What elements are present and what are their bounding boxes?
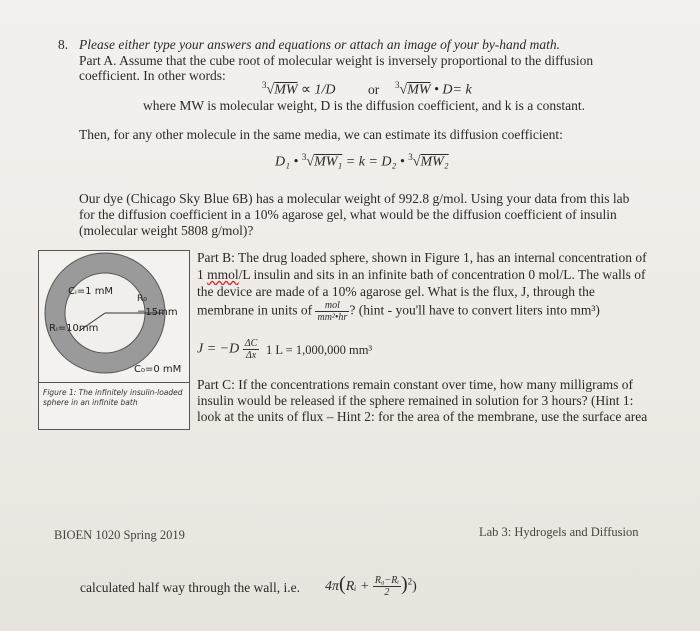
proportional-symbol: ∝ <box>301 82 312 98</box>
caption-divider <box>39 382 189 383</box>
question-number: 8. <box>58 37 69 52</box>
part-a-intro-line2: coefficient. In other words: <box>79 68 226 83</box>
figure-caption: Figure 1: The infinitely insulin-loaded sphere in an infinite bath <box>43 388 183 407</box>
then-line: Then, for any other molecule in the same media, we can estimate its diffusion coefficient: <box>79 127 563 142</box>
equation-proportionality: $^3$√MW ∝ 1/D <box>262 80 336 98</box>
part-b-line2: 1 mmol/L insulin and sits in an infinite bath of concentration 0 mol/L. The walls of <box>197 267 646 282</box>
continuation-text: calculated half way through the wall, i.e. <box>80 580 301 595</box>
liter-conversion: 1 L = 1,000,000 mm³ <box>266 343 373 357</box>
equation-constant: $^3$√MW • D= k <box>395 80 472 98</box>
where-line: where MW is molecular weight, D is the diffusion coefficient, and k is a constant. <box>143 98 586 113</box>
part-b-line4: membrane in units of $\frac{\text{mol}}{\text{mm²•hr}}$ ? (hint - you'll have to convert liters into mm³) <box>197 300 600 323</box>
ro-label: R₀ <box>137 294 147 304</box>
flux-units-fraction: $\frac{\text{mol}}{\text{mm²•hr}}$ <box>317 300 348 323</box>
surface-area-formula: 4π(Rᵢ + $\frac{\text{R₀−Rᵢ}}{2}$ )$^2$) <box>325 573 417 599</box>
figure-1 <box>38 250 190 430</box>
co-label: C₀=0 mM <box>134 364 182 375</box>
part-c-line2: insulin would be released if the sphere remained in solution for 3 hours? (Hint 1: <box>197 393 634 408</box>
footer-course: BIOEN 1020 Spring 2019 <box>54 528 185 542</box>
part-b-line3: the device are made of a 10% agarose gel. What is the flux, J, through the <box>197 284 595 299</box>
part-c-line3: look at the units of flux – Hint 2: for the area of the membrane, use the surface area <box>197 409 648 424</box>
equation-diffusion-ratio: D₁ • $^3$√MW₁ = k = D₂ • $^3$√MW₂ <box>275 152 449 170</box>
ci-label: Cᵢ=1 mM <box>68 286 114 297</box>
dye-line2: for the diffusion coefficient in a 10% agarose gel, what would be the diffusion coefficient of insulin <box>79 207 617 222</box>
eq1-inverse-d: 1/D <box>314 82 336 98</box>
eq1-or: or <box>368 82 380 97</box>
part-a-intro-line1: Part A. Assume that the cube root of molecular weight is inversely proportional to the diffusion <box>79 53 594 68</box>
part-c-line1: Part C: If the concentrations remain constant over time, how many milligrams of <box>197 377 634 392</box>
cube-root-index: 3 <box>262 80 267 90</box>
footer-lab-title: Lab 3: Hydrogels and Diffusion <box>479 525 639 539</box>
dye-line1: Our dye (Chicago Sky Blue 6B) has a molecular weight of 992.8 g/mol. Using your data from this lab <box>79 191 630 206</box>
misspelled-unit: mmol <box>207 267 239 282</box>
question-instruction: Please either type your answers and equations or attach an image of your by-hand math. <box>79 37 561 52</box>
ri-label: Rᵢ=10mm <box>49 323 99 334</box>
ro-value: =15mm <box>137 307 178 318</box>
eq1-mw: MW <box>274 82 298 98</box>
dye-line3: (molecular weight 5808 g/mol)? <box>79 223 254 238</box>
part-b-line1: Part B: The drug loaded sphere, shown in Figure 1, has an internal concentration of <box>197 250 647 265</box>
flux-equation: J = −D $\frac{\Delta C}{\Delta x}$ <box>197 338 258 361</box>
